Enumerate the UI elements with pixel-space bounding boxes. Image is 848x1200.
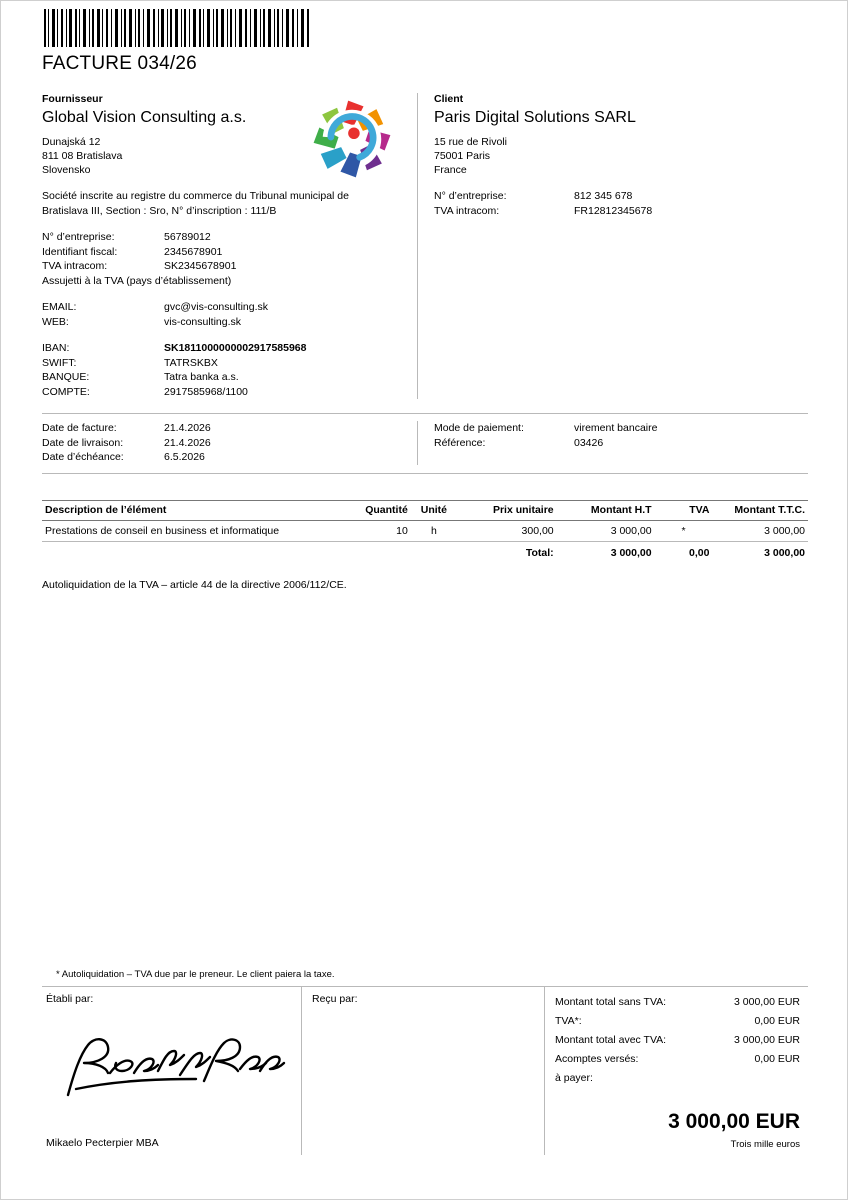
cell-unit-price: 300,00 — [457, 520, 557, 541]
col-unit: Unité — [411, 500, 457, 520]
bank-row — [42, 385, 405, 400]
col-quantity: Quantité — [338, 500, 411, 520]
field-label: Identifiant fiscal: — [42, 245, 118, 258]
total-label: Montant total avec TVA: — [555, 1034, 667, 1046]
field-label: TVA intracom: — [434, 204, 500, 217]
supplier-address-line: Dunajská 12 — [42, 136, 101, 148]
cell-description: Prestations de conseil en business et informatique — [42, 520, 338, 541]
field-value: 6.5.2026 — [164, 451, 205, 463]
signature-image — [54, 1029, 286, 1101]
amount-in-words: Trois mille euros — [730, 1139, 800, 1150]
supplier-id-row — [42, 259, 405, 274]
cell-quantity: 10 — [338, 520, 411, 541]
total-ttc: 3 000,00 — [764, 546, 805, 559]
cell-unit: h — [411, 520, 457, 541]
col-amount-ttc: Montant T.T.C. — [712, 500, 808, 520]
supplier-vat-note: Assujetti à la TVA (pays d’établissement) — [42, 274, 232, 287]
payment-row — [434, 436, 808, 451]
field-value: 2917585968/1100 — [164, 385, 248, 398]
totals-row — [555, 1069, 800, 1088]
signer-name: Mikaelo Pecterpier MBA — [46, 1137, 159, 1149]
date-row — [42, 421, 405, 436]
supplier-address-line: 811 08 Bratislava — [42, 150, 123, 162]
field-value: vis-consulting.sk — [164, 315, 242, 328]
dates-list — [42, 421, 405, 465]
supplier-address-line: Slovensko — [42, 164, 91, 176]
totals-row — [555, 1050, 800, 1069]
field-value: SK1811000000002917585968 — [164, 342, 307, 354]
field-label: COMPTE: — [42, 385, 90, 398]
client-name: Paris Digital Solutions SARL — [434, 109, 636, 126]
total-ht: 3 000,00 — [610, 546, 652, 559]
page-title: FACTURE 034/26 — [42, 53, 197, 74]
field-value: 03426 — [574, 436, 604, 449]
supplier-id-row — [42, 230, 405, 245]
field-label: Référence: — [434, 436, 486, 449]
field-value: 2345678901 — [164, 245, 223, 258]
barcode-image — [42, 9, 312, 47]
total-value: 3 000,00 EUR — [734, 1034, 800, 1046]
supplier-identifiers — [42, 230, 405, 288]
received-by-block — [301, 987, 544, 1155]
received-by-label: Reçu par: — [312, 993, 358, 1005]
client-address-line: 75001 Paris — [434, 150, 491, 162]
cell-amount-ttc: 3 000,00 — [712, 520, 808, 541]
field-value: SK2345678901 — [164, 260, 237, 272]
payment-row — [434, 421, 808, 436]
supplier-id-row — [42, 245, 405, 260]
supplier-name: Global Vision Consulting a.s. — [42, 109, 247, 126]
grand-total: 3 000,00 EUR — [668, 1110, 800, 1133]
invoice-body — [42, 9, 808, 591]
parties-section — [42, 93, 808, 399]
col-amount-ht: Montant H.T — [557, 500, 655, 520]
issued-by-block — [42, 987, 301, 1155]
field-value: 56789012 — [164, 231, 211, 243]
field-value: virement bancaire — [574, 422, 658, 434]
field-label: IBAN: — [42, 342, 70, 354]
cell-amount-ht: 3 000,00 — [557, 520, 655, 541]
col-unit-price: Prix unitaire — [457, 500, 557, 520]
field-label: WEB: — [42, 315, 69, 328]
total-label: TVA*: — [555, 1015, 582, 1027]
client-identifiers — [434, 189, 808, 218]
items-table — [42, 500, 808, 563]
total-value: 3 000,00 EUR — [734, 996, 800, 1008]
field-value: 812 345 678 — [574, 190, 633, 202]
client-address-line: 15 rue de Rivoli — [434, 136, 507, 148]
field-value: 21.4.2026 — [164, 436, 211, 449]
col-description: Description de l’élément — [42, 500, 338, 520]
totals-row — [555, 1031, 800, 1050]
field-label: N° d’entreprise: — [434, 190, 507, 202]
total-label: Total: — [525, 546, 554, 559]
table-row — [42, 520, 808, 541]
supplier-label: Fournisseur — [42, 93, 103, 105]
totals-block — [544, 987, 808, 1155]
field-label: EMAIL: — [42, 301, 77, 313]
supplier-contact-row — [42, 315, 405, 330]
col-vat: TVA — [655, 500, 713, 520]
supplier-registry-note: Société inscrite au registre du commerce du Tribunal municipal de Bratislava III, Section : Sro, N° d’inscription : 111/B — [42, 190, 349, 217]
field-label: Date d’échéance: — [42, 451, 124, 463]
bank-row — [42, 341, 405, 356]
supplier-contact-row — [42, 300, 405, 315]
cell-vat: * — [655, 520, 713, 541]
supplier-block — [42, 93, 417, 399]
dates-block — [42, 421, 417, 465]
bank-row — [42, 356, 405, 371]
bank-row — [42, 370, 405, 385]
total-value: 0,00 EUR — [754, 1053, 800, 1065]
total-label: Acomptes versés: — [555, 1053, 639, 1065]
field-value: FR12812345678 — [574, 204, 653, 217]
date-row — [42, 436, 405, 451]
supplier-bank-details — [42, 341, 405, 399]
field-label: BANQUE: — [42, 371, 90, 383]
supplier-contact — [42, 300, 405, 329]
total-label: à payer: — [555, 1072, 593, 1084]
field-label: Date de livraison: — [42, 436, 124, 449]
client-address — [434, 135, 808, 177]
client-id-row — [434, 189, 808, 204]
field-value: 21.4.2026 — [164, 422, 211, 434]
totals-row — [555, 993, 800, 1012]
payment-block — [417, 421, 808, 465]
company-logo-icon — [304, 91, 400, 187]
field-value: Tatra banka a.s. — [164, 371, 239, 383]
vat-footnote: * Autoliquidation – TVA due par le preneur. Le client paiera la taxe. — [56, 969, 335, 980]
field-label: TVA intracom: — [42, 260, 108, 272]
date-row — [42, 450, 405, 465]
client-id-row — [434, 204, 808, 219]
field-label: N° d’entreprise: — [42, 231, 115, 243]
field-value: gvc@vis-consulting.sk — [164, 301, 269, 313]
issued-by-label: Établi par: — [46, 993, 94, 1005]
legal-note: Autoliquidation de la TVA – article 44 de la directive 2006/112/CE. — [42, 578, 347, 591]
table-total-row — [42, 541, 808, 563]
client-block — [417, 93, 808, 399]
field-value: TATRSKBX — [164, 356, 218, 369]
field-label: SWIFT: — [42, 356, 77, 369]
client-label: Client — [434, 93, 464, 105]
totals-row — [555, 1012, 800, 1031]
total-label: Montant total sans TVA: — [555, 996, 667, 1008]
total-vat: 0,00 — [689, 546, 710, 559]
total-value: 0,00 EUR — [754, 1015, 800, 1027]
payment-list — [434, 421, 808, 450]
field-label: Date de facture: — [42, 422, 117, 434]
table-header-row — [42, 500, 808, 520]
field-label: Mode de paiement: — [434, 422, 524, 434]
client-address-line: France — [434, 164, 467, 176]
signature-totals-section — [42, 986, 808, 1155]
dates-payment-band — [42, 413, 808, 474]
